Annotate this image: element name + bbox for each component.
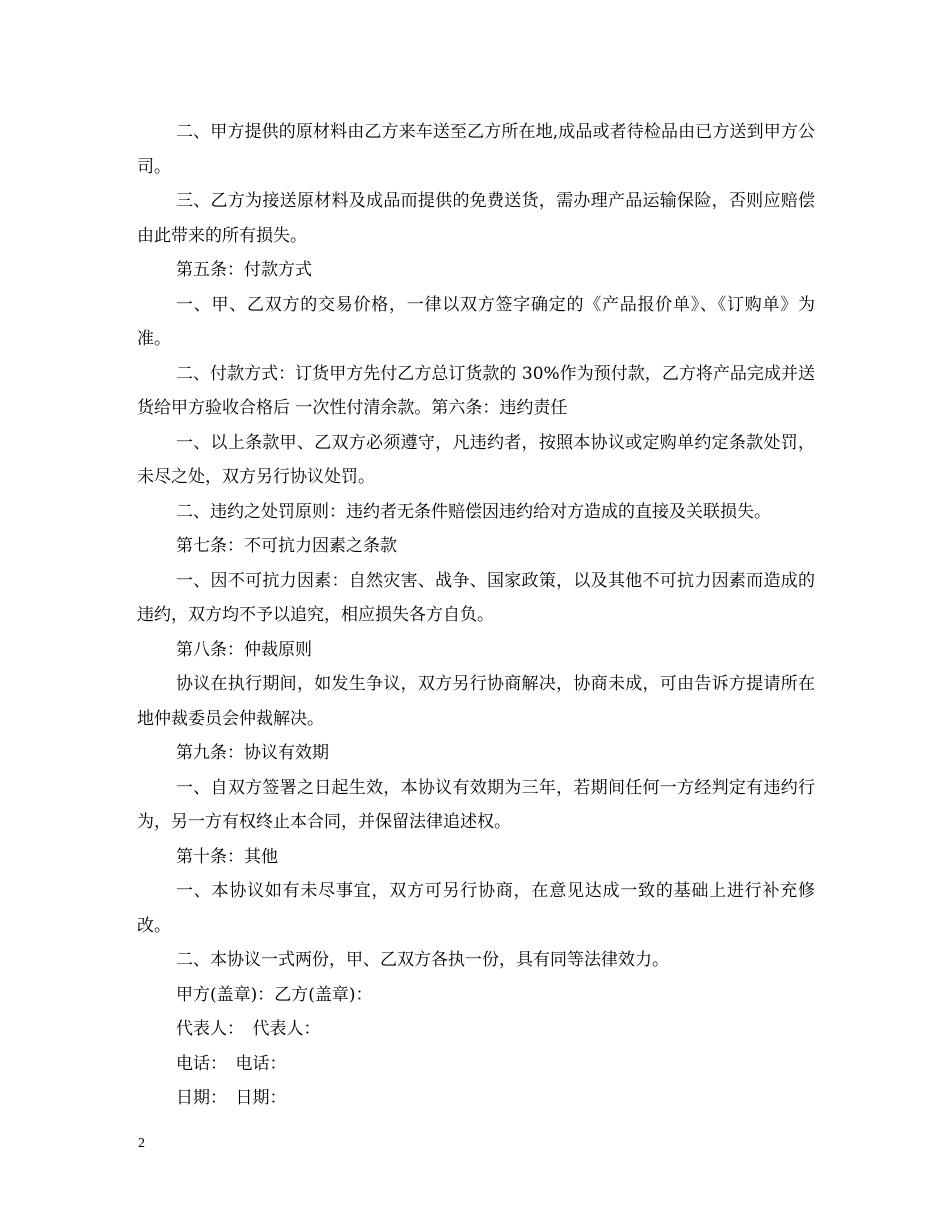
- clause-paragraph: 协议在执行期间，如发生争议，双方另行协商解决，协商未成，可由告诉方提请所在地仲裁委员会仲裁解决。: [137, 674, 815, 729]
- section-heading: 第八条：仲裁原则: [176, 639, 312, 660]
- clause-paragraph: 二、违约之处罚原则：违约者无条件赔偿因违约给对方造成的直接及关联损失。: [176, 501, 771, 522]
- clause-paragraph: 三、乙方为接送原材料及成品而提供的免费送货，需办理产品运输保险，否则应赔偿由此带来的所有损失。: [137, 191, 815, 246]
- signature-line-seal: 甲方(盖章)：乙方(盖章)：: [176, 984, 373, 1005]
- clause-paragraph: 一、因不可抗力因素：自然灾害、战争、国家政策，以及其他不可抗力因素而造成的违约，双方均不予以追究，相应损失各方自负。: [137, 570, 815, 625]
- clause-paragraph: 一、甲、乙双方的交易价格，一律以双方签字确定的《产品报价单》、《订购单》为准。: [137, 294, 815, 349]
- clause-paragraph: 一、自双方签署之日起生效，本协议有效期为三年，若期间任何一方经判定有违约行为，另一方有权终止本合同，并保留法律追述权。: [137, 777, 815, 832]
- clause-paragraph: 二、付款方式：订货甲方先付乙方总订货款的 30%作为预付款，乙方将产品完成并送货给甲方验收合格后 一次性付清余款。第六条：违约责任: [137, 363, 815, 418]
- clause-paragraph: 二、本协议一式两份，甲、乙双方各执一份，具有同等法律效力。: [176, 950, 669, 970]
- clause-paragraph: 一、以上条款甲、乙双方必须遵守，凡违约者，按照本协议或定购单约定条款处罚，未尽之处，双方另行协议处罚。: [137, 432, 815, 487]
- signature-line-representative: 代表人： 代表人：: [176, 1019, 321, 1039]
- section-heading: 第七条：不可抗力因素之条款: [176, 536, 397, 556]
- signature-line-date: 日期： 日期：: [176, 1088, 287, 1108]
- clause-paragraph: 二、甲方提供的原材料由乙方来车送至乙方所在地,成品或者待检品由已方送到甲方公司。: [137, 122, 815, 177]
- section-heading: 第十条：其他: [176, 846, 278, 867]
- document-body: [137, 115, 815, 1116]
- clause-paragraph: 一、本协议如有未尽事宜，双方可另行协商，在意见达成一致的基础上进行补充修改。: [137, 881, 815, 936]
- section-heading: 第九条：协议有效期: [176, 743, 329, 763]
- signature-line-phone: 电话： 电话：: [176, 1053, 287, 1074]
- page-number: 2: [138, 1136, 145, 1151]
- section-heading: 第五条：付款方式: [176, 260, 312, 280]
